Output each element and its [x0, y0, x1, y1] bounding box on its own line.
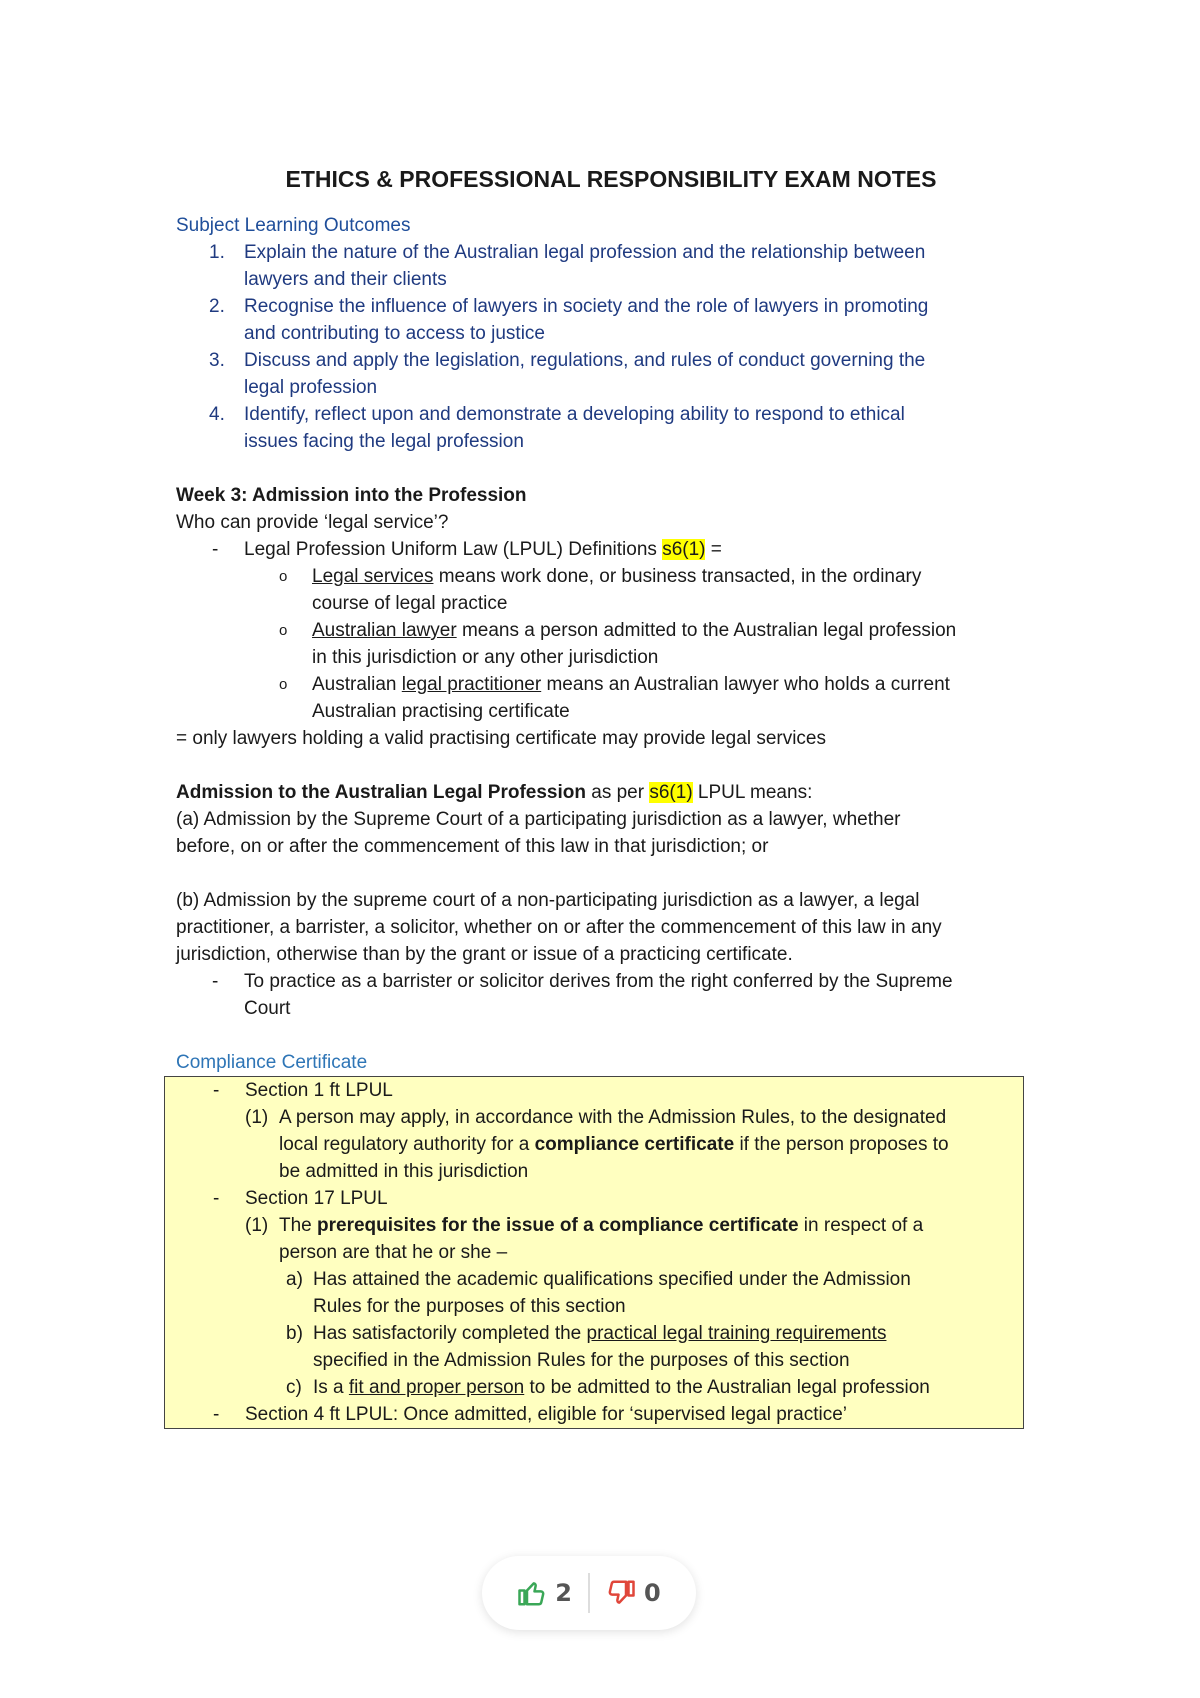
- compliance-heading: Compliance Certificate: [176, 1052, 368, 1073]
- section-1-label: - Section 1 ft LPUL: [213, 1080, 393, 1101]
- admission-clause-a: (a) Admission by the Supreme Court of a participating jurisdiction as a lawyer, whether before, on or after the commencement of this law in that jurisdiction; or: [176, 809, 901, 857]
- definitions-conclusion: = only lawyers holding a valid practising certificate may provide legal services: [176, 728, 826, 749]
- rating-widget: [482, 1556, 696, 1630]
- outcomes-list: [176, 239, 1036, 455]
- section-ref-highlight: s6(1): [662, 539, 706, 560]
- thumbs-up-icon: [517, 1578, 547, 1608]
- definition-australian-lawyer: o Australian lawyer means a person admitted to the Australian legal profession in this jurisdiction or any other jurisdiction: [279, 620, 957, 668]
- week3-heading: Week 3: Admission into the Profession: [176, 485, 527, 506]
- outcome-item: 1. Explain the nature of the Australian legal profession and the relationship between lawyers and their clients: [209, 242, 926, 290]
- admission-note: - To practice as a barrister or solicitor derives from the right conferred by the Supreme Court: [212, 971, 953, 1019]
- admission-clause-b: (b) Admission by the supreme court of a non-participating jurisdiction as a lawyer, a legal practitioner, a barrister, a solicitor, whether on or after the commencement of this law in any jurisdiction, otherwise than by the grant or issue of a practicing certificate.: [176, 890, 942, 965]
- outcome-item: 4. Identify, reflect upon and demonstrate a developing ability to respond to ethical issues facing the legal profession: [209, 404, 905, 452]
- definitions-item: - Legal Profession Uniform Law (LPUL) Definitions s6(1) =: [212, 539, 722, 560]
- requirement-b: b) Has satisfactorily completed the practical legal training requirements specified in the Admission Rules for the purposes of this section: [286, 1323, 887, 1371]
- admission-heading: Admission to the Australian Legal Profession as per s6(1) LPUL means:: [176, 782, 813, 803]
- section-ref-highlight: s6(1): [649, 782, 693, 803]
- thumbs-down-icon: [606, 1578, 636, 1608]
- requirement-a: a) Has attained the academic qualifications specified under the Admission Rules for the purposes of this section: [286, 1269, 911, 1317]
- dislike-count: 0: [644, 1579, 661, 1607]
- requirement-c: c) Is a fit and proper person to be admitted to the Australian legal profession: [286, 1377, 930, 1398]
- outcome-item: 2. Recognise the influence of lawyers in society and the role of lawyers in promoting and contributing to access to justice: [209, 296, 929, 344]
- section-17-label: - Section 17 LPUL: [213, 1188, 388, 1209]
- definition-legal-practitioner: o Australian legal practitioner means an Australian lawyer who holds a current Australian practising certificate: [279, 674, 950, 722]
- rating-divider: [588, 1573, 590, 1613]
- like-button[interactable]: [517, 1578, 572, 1608]
- like-count: 2: [555, 1579, 572, 1607]
- page-title: ETHICS & PROFESSIONAL RESPONSIBILITY EXAM NOTES: [285, 166, 937, 192]
- definition-legal-services: o Legal services means work done, or business transacted, in the ordinary course of legal practice: [279, 566, 922, 614]
- week3-question: Who can provide ‘legal service’?: [176, 512, 449, 533]
- section-4-label: - Section 4 ft LPUL: Once admitted, eligible for ‘supervised legal practice’: [213, 1404, 847, 1425]
- outcome-item: 3. Discuss and apply the legislation, regulations, and rules of conduct governing the legal profession: [209, 350, 926, 398]
- dislike-button[interactable]: [606, 1578, 661, 1608]
- section-1-text: (1) A person may apply, in accordance with the Admission Rules, to the designated local regulatory authority for a compliance certificate if the person proposes to be admitted in this jurisdiction: [245, 1107, 949, 1182]
- outcomes-heading: Subject Learning Outcomes: [176, 215, 411, 236]
- document-content: [176, 166, 1036, 1429]
- compliance-box: [164, 1076, 1024, 1429]
- section-17-text: (1) The prerequisites for the issue of a compliance certificate in respect of a person are that he or she –: [245, 1215, 924, 1263]
